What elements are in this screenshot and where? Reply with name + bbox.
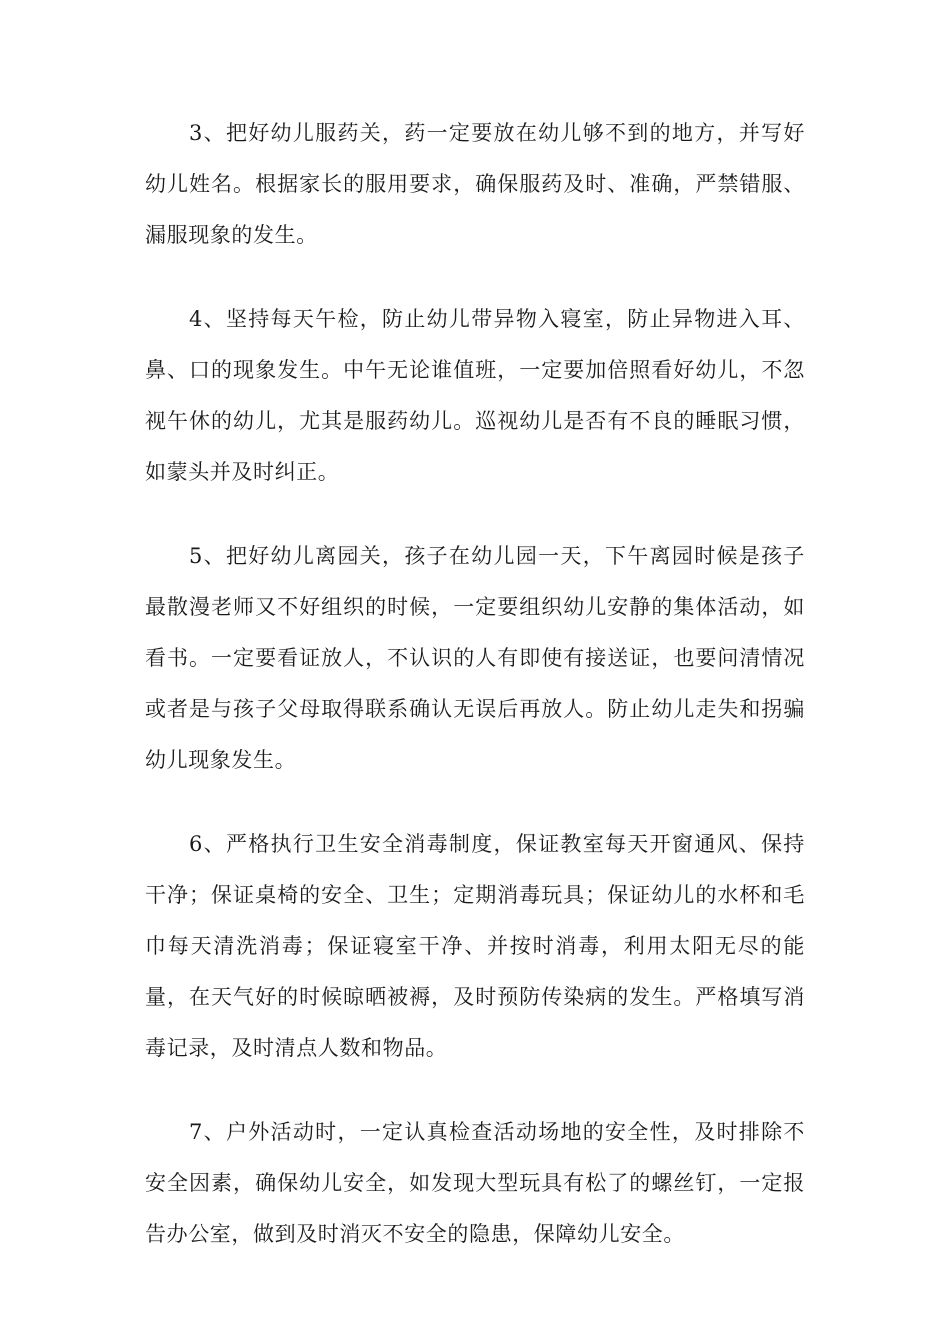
paragraph-item-3: 3、把好幼儿服药关，药一定要放在幼儿够不到的地方，并写好幼儿姓名。根据家长的服用要求，确保服药及时、准确，严禁错服、漏服现象的发生。 xyxy=(145,121,805,247)
document-body xyxy=(145,108,805,1293)
paragraph-item-4: 4、坚持每天午检，防止幼儿带异物入寝室，防止异物进入耳、鼻、口的现象发生。中午无论谁值班，一定要加倍照看好幼儿，不忽视午休的幼儿，尤其是服药幼儿。巡视幼儿是否有不良的睡眠习惯，如蒙头并及时纠正。 xyxy=(145,307,805,484)
paragraph-item-7: 7、户外活动时，一定认真检查活动场地的安全性，及时排除不安全因素，确保幼儿安全，如发现大型玩具有松了的螺丝钉，一定报告办公室，做到及时消灭不安全的隐患，保障幼儿安全。 xyxy=(145,1120,805,1246)
paragraph-item-5: 5、把好幼儿离园关，孩子在幼儿园一天，下午离园时候是孩子最散漫老师又不好组织的时候，一定要组织幼儿安静的集体活动，如看书。一定要看证放人，不认识的人有即使有接送证，也要问清情况或者是与孩子父母取得联系确认无误后再放人。防止幼儿走失和拐骗幼儿现象发生。 xyxy=(145,544,805,772)
paragraph-item-6: 6、严格执行卫生安全消毒制度，保证教室每天开窗通风、保持干净；保证桌椅的安全、卫生；定期消毒玩具；保证幼儿的水杯和毛巾每天清洗消毒；保证寝室干净、并按时消毒，利用太阳无尽的能量，在天气好的时候晾晒被褥，及时预防传染病的发生。严格填写消毒记录，及时清点人数和物品。 xyxy=(145,832,805,1060)
